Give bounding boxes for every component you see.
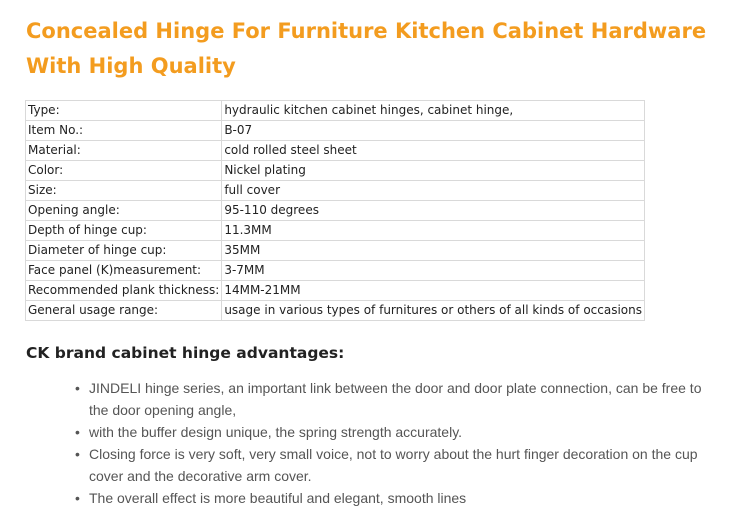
- list-item: [73, 487, 723, 509]
- spec-row-size: [26, 181, 645, 201]
- spec-label: Material:: [26, 141, 222, 161]
- list-item: [73, 443, 723, 487]
- spec-value: full cover: [222, 181, 645, 201]
- list-item-text: JINDELI hinge series, an important link between the door and door plate connection, can be free to the door opening angle,: [89, 380, 702, 418]
- spec-value: usage in various types of furnitures or others of all kinds of occasions: [222, 301, 645, 321]
- list-item-text: with the buffer design unique, the spring strength accurately.: [89, 424, 463, 440]
- bullet-icon: •: [75, 490, 80, 506]
- spec-value: 35MM: [222, 241, 645, 261]
- spec-value: Nickel plating: [222, 161, 645, 181]
- spec-label: Diameter of hinge cup:: [26, 241, 222, 261]
- spec-row-plank-thickness: [26, 281, 645, 301]
- advantages-list: [73, 377, 723, 509]
- spec-label: General usage range:: [26, 301, 222, 321]
- spec-row-cup-depth: [26, 221, 645, 241]
- list-item: [73, 377, 723, 421]
- bullet-icon: •: [75, 380, 80, 396]
- spec-label: Size:: [26, 181, 222, 201]
- list-item-text: Closing force is very soft, very small voice, not to worry about the hurt finger decoration on the cup cover and the decorative arm cover.: [89, 446, 698, 484]
- spec-value: cold rolled steel sheet: [222, 141, 645, 161]
- spec-row-type: [26, 101, 645, 121]
- list-item: [73, 421, 723, 443]
- bullet-icon: •: [75, 424, 80, 440]
- spec-value: hydraulic kitchen cabinet hinges, cabinet hinge,: [222, 101, 645, 121]
- spec-label: Opening angle:: [26, 201, 222, 221]
- spec-table: [25, 100, 645, 321]
- spec-label: Item No.:: [26, 121, 222, 141]
- spec-row-opening-angle: [26, 201, 645, 221]
- spec-row-face-panel: [26, 261, 645, 281]
- spec-value: 11.3MM: [222, 221, 645, 241]
- spec-label: Type:: [26, 101, 222, 121]
- list-item-text: The overall effect is more beautiful and elegant, smooth lines: [89, 490, 467, 506]
- spec-row-usage-range: [26, 301, 645, 321]
- spec-row-cup-diameter: [26, 241, 645, 261]
- page-title: Concealed Hinge For Furniture Kitchen Cabinet Hardware With High Quality: [26, 19, 707, 78]
- bullet-icon: •: [75, 446, 80, 462]
- spec-row-item-no: [26, 121, 645, 141]
- spec-row-color: [26, 161, 645, 181]
- spec-label: Depth of hinge cup:: [26, 221, 222, 241]
- spec-value: 95-110 degrees: [222, 201, 645, 221]
- advantages-heading: CK brand cabinet hinge advantages:: [26, 344, 345, 362]
- spec-value: 3-7MM: [222, 261, 645, 281]
- spec-row-material: [26, 141, 645, 161]
- spec-label: Recommended plank thickness:: [26, 281, 222, 301]
- spec-label: Face panel (K)measurement:: [26, 261, 222, 281]
- spec-value: 14MM-21MM: [222, 281, 645, 301]
- spec-value: B-07: [222, 121, 645, 141]
- spec-label: Color:: [26, 161, 222, 181]
